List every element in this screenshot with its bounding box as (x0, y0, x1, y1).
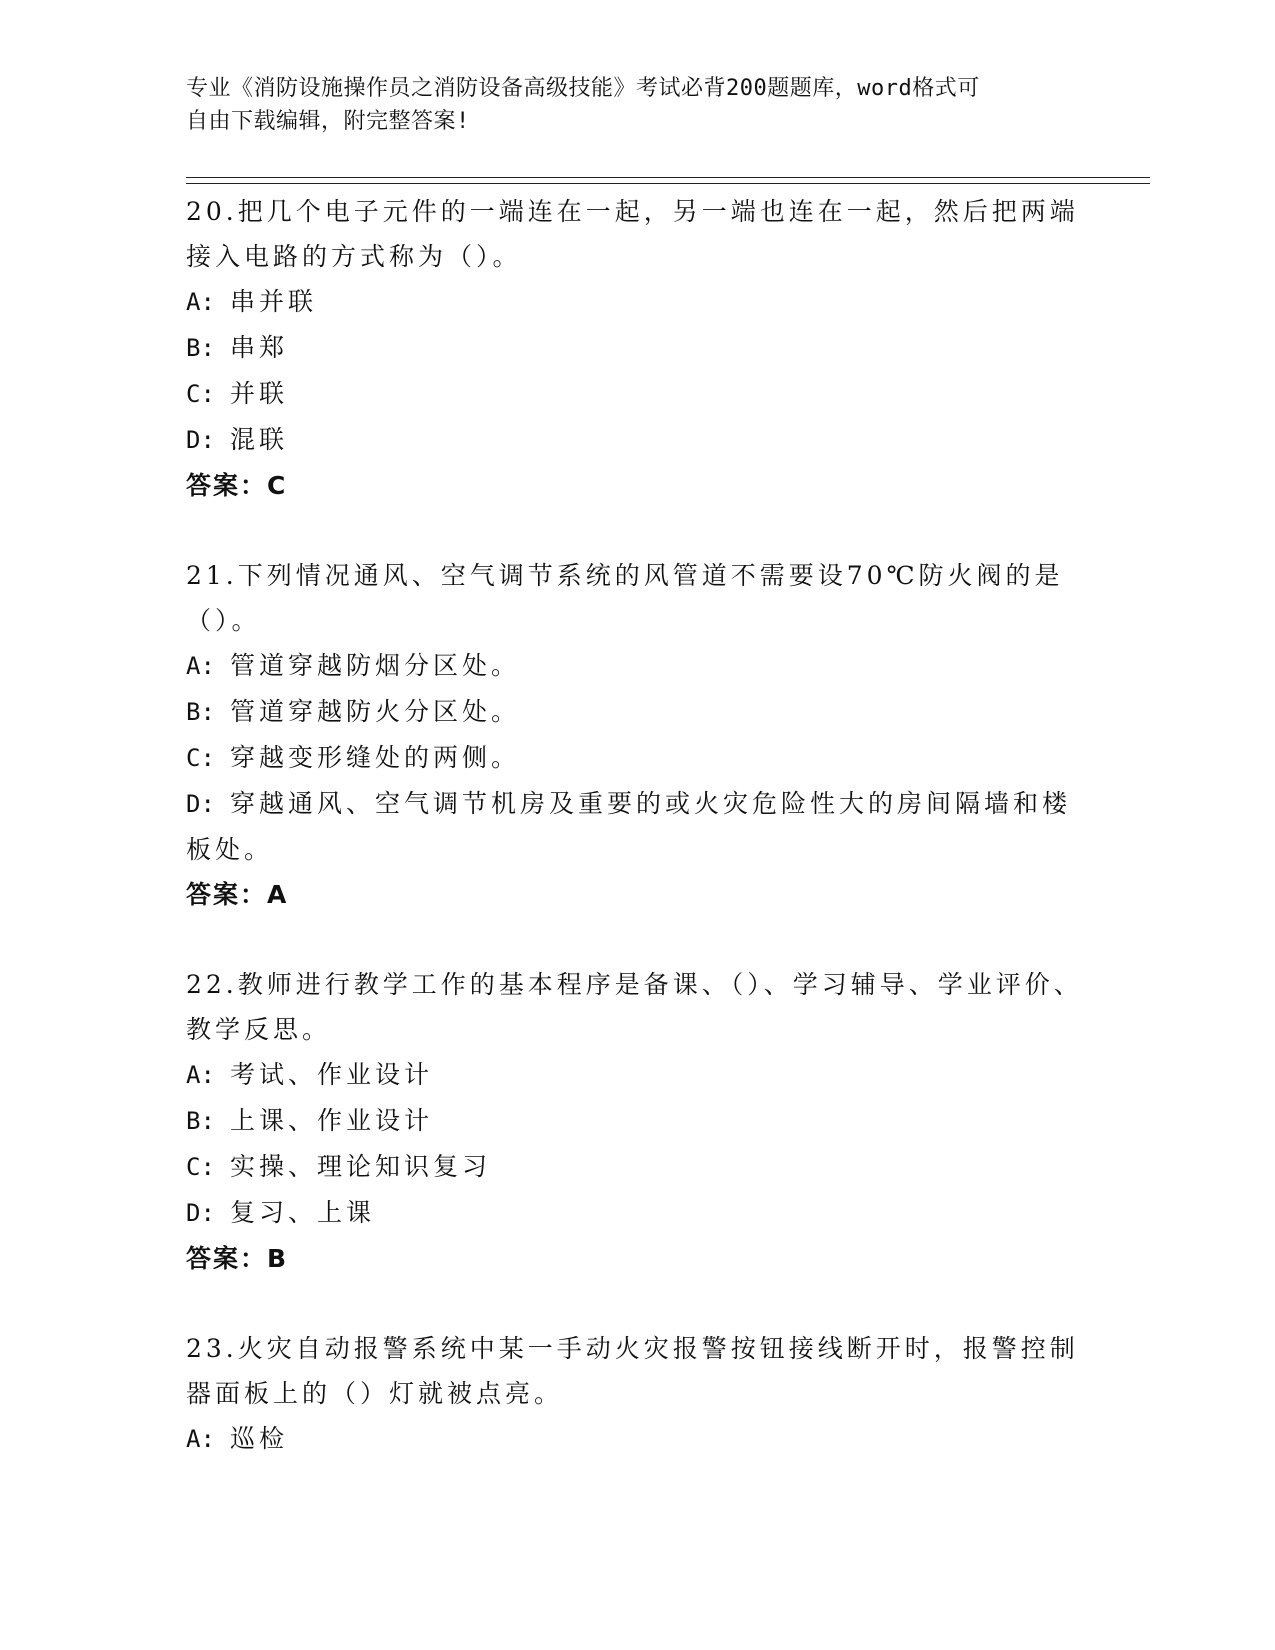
option-text: 穿越变形缝处的两侧。 (230, 743, 521, 772)
option-key: B: (186, 1107, 215, 1135)
option-a (186, 1052, 1086, 1098)
option-text: 上课、作业设计 (230, 1106, 434, 1135)
option-text: 考试、作业设计 (230, 1060, 434, 1089)
question-21 (186, 553, 1086, 917)
option-text: 管道穿越防烟分区处。 (230, 651, 521, 680)
option-a (186, 279, 1086, 325)
option-a (186, 1416, 1086, 1462)
option-text: 串郑 (230, 333, 289, 362)
option-key: C: (186, 380, 215, 408)
option-key: A: (186, 652, 215, 680)
header-line-1: 专业《消防设施操作员之消防设备高级技能》考试必背200题题库，word格式可 (186, 76, 980, 101)
option-text: 实操、理论知识复习 (230, 1152, 492, 1181)
option-text: 并联 (230, 379, 289, 408)
option-a (186, 643, 1086, 689)
option-d (186, 417, 1086, 463)
option-key: D: (186, 426, 215, 454)
option-text: 混联 (230, 425, 289, 454)
question-list (186, 189, 1086, 1507)
option-key: C: (186, 1153, 215, 1181)
header-line-2: 自由下载编辑，附完整答案! (186, 109, 470, 134)
option-b (186, 689, 1086, 735)
option-text: 串并联 (230, 287, 318, 316)
option-c (186, 1144, 1086, 1190)
header-divider-top (186, 177, 1150, 178)
option-key: A: (186, 288, 215, 316)
option-text: 穿越通风、空气调节机房及重要的或火灾危险性大的房间隔墙和楼板处。 (186, 789, 1072, 864)
question-stem: 21.下列情况通风、空气调节系统的风管道不需要设70℃防火阀的是（）。 (186, 561, 1064, 635)
option-d (186, 1190, 1086, 1236)
option-text: 巡检 (230, 1424, 289, 1453)
option-key: B: (186, 334, 215, 362)
answer-line: 答案：C (186, 471, 288, 500)
option-c (186, 371, 1086, 417)
option-b (186, 1098, 1086, 1144)
option-c (186, 735, 1086, 781)
option-key: C: (186, 744, 215, 772)
header-divider-bottom (186, 183, 1150, 184)
question-stem: 20.把几个电子元件的一端连在一起，另一端也连在一起，然后把两端接入电路的方式称为（）。 (186, 197, 1079, 271)
option-d (186, 781, 1086, 872)
option-text: 复习、上课 (230, 1198, 376, 1227)
option-key: D: (186, 1199, 215, 1227)
option-b (186, 325, 1086, 371)
answer-line: 答案：B (186, 1244, 289, 1273)
option-key: A: (186, 1061, 215, 1089)
option-key: A: (186, 1425, 215, 1453)
option-key: D: (186, 790, 215, 818)
question-stem: 23.火灾自动报警系统中某一手动火灾报警按钮接线断开时，报警控制器面板上的（）灯就被点亮。 (186, 1334, 1079, 1408)
option-key: B: (186, 698, 215, 726)
question-20 (186, 189, 1086, 508)
document-header (186, 72, 1086, 138)
answer-line: 答案：A (186, 880, 289, 909)
option-text: 管道穿越防火分区处。 (230, 697, 521, 726)
question-23 (186, 1326, 1086, 1462)
question-stem: 22.教师进行教学工作的基本程序是备课、（）、学习辅导、学业评价、教学反思。 (186, 970, 1083, 1044)
question-22 (186, 962, 1086, 1281)
